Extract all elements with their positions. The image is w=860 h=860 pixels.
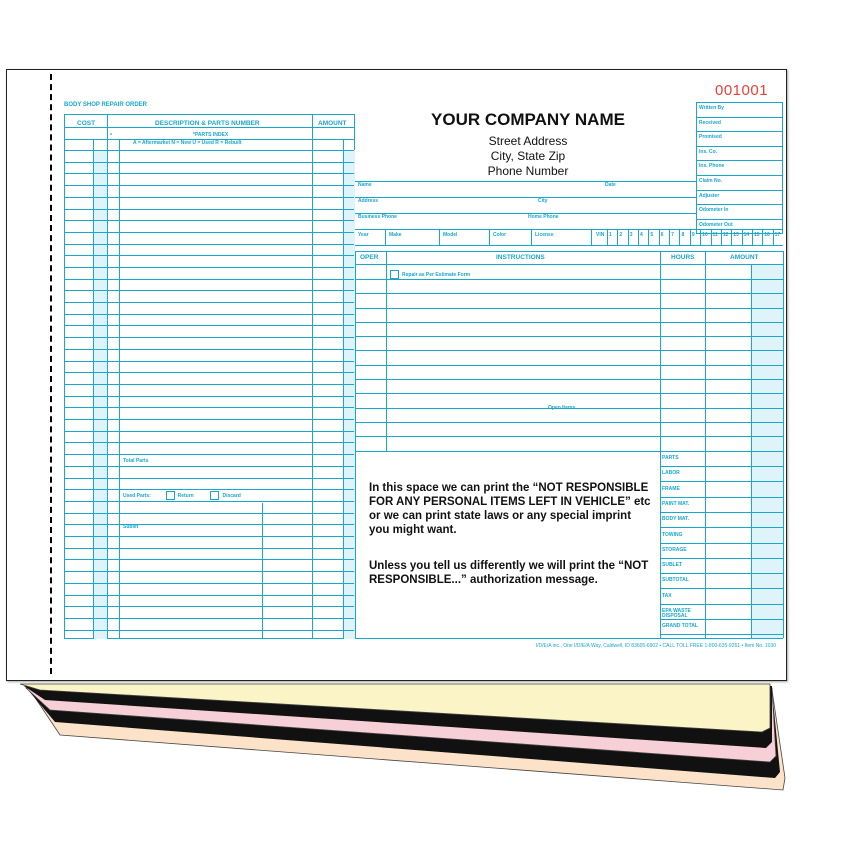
info-row[interactable] <box>697 132 782 147</box>
parts-row-line <box>65 220 354 221</box>
total-label: SUBTOTAL <box>662 577 689 584</box>
parts-row-line <box>65 314 354 315</box>
totals-row-line <box>660 573 783 574</box>
vin-digit-box[interactable]: 5 <box>648 229 658 245</box>
name-label: Name <box>358 182 372 188</box>
info-row-label: Received <box>699 119 721 126</box>
work-row-line <box>356 436 783 437</box>
work-row-line <box>356 422 783 423</box>
used-parts-text: Used Parts: <box>123 492 151 499</box>
parts-row-line <box>65 606 354 607</box>
parts-row-line <box>65 361 354 362</box>
vin-digit-box[interactable]: 6 <box>659 229 669 245</box>
vin-digit-box[interactable]: 3 <box>628 229 638 245</box>
vin-label: VIN <box>596 232 605 238</box>
info-row-label: Written By <box>699 105 724 111</box>
repair-estimate-option <box>390 270 470 279</box>
parts-row-line <box>65 454 354 455</box>
color-label: Color <box>493 232 507 238</box>
vin-digit-box[interactable]: 8 <box>679 229 689 245</box>
info-row-label: Ins. Phone <box>699 163 725 170</box>
parts-index-legend: A = Aftermarket N = New U = Used R = Rebuilt <box>133 140 242 146</box>
totals-row-line <box>660 588 783 589</box>
totals-row-line <box>660 558 783 559</box>
vin-digit-box[interactable]: 7 <box>669 229 679 245</box>
totals-row-line <box>660 634 783 635</box>
info-row[interactable] <box>697 161 782 176</box>
year-label: Year <box>358 232 369 238</box>
parts-row-line <box>65 559 354 560</box>
amount-shade-col <box>343 150 355 639</box>
parts-row-line <box>65 524 354 525</box>
vin-boxes <box>607 229 783 245</box>
work-row-line <box>356 379 783 380</box>
total-label: PAINT MAT. <box>662 500 690 507</box>
work-row-line <box>356 365 783 366</box>
col-hours: HOURS <box>671 254 695 261</box>
totals-row-line <box>660 497 783 498</box>
vin-digit-box[interactable]: 9 <box>690 229 700 245</box>
license-label: License <box>535 232 554 238</box>
info-row-label: Ins. Co. <box>699 148 718 155</box>
parts-row-line <box>65 431 354 432</box>
total-label: EPA WASTE DISPOSAL <box>662 608 691 619</box>
company-street: Street Address <box>488 134 568 148</box>
parts-row-line <box>65 548 354 549</box>
total-label: TAX <box>662 592 672 599</box>
totals-row-line <box>660 466 783 467</box>
parts-row-line <box>65 536 354 537</box>
totals-row-line <box>660 619 783 620</box>
footer-imprint: I/D/E/A inc., One I/D/E/A Way, Caldwell, ID 83605-6902 • CALL TOLL FREE 1-800-635-9261 • Item No. 1030 <box>535 643 776 649</box>
parts-row-line <box>65 384 354 385</box>
parts-row-line <box>65 162 354 163</box>
return-checkbox[interactable] <box>166 491 175 500</box>
sublet-label: Sublet <box>123 524 139 530</box>
parts-row-line <box>65 419 354 420</box>
company-phone: Phone Number <box>487 164 569 178</box>
company-name: YOUR COMPANY NAME <box>431 110 625 129</box>
work-row-line <box>356 451 783 452</box>
work-row-line <box>356 336 783 337</box>
star-marker: * <box>110 133 112 139</box>
work-row-line <box>356 308 783 309</box>
info-row[interactable] <box>697 103 782 118</box>
address-label: Address <box>358 198 379 204</box>
customer-block <box>355 178 783 251</box>
used-parts-label <box>123 491 241 500</box>
home-phone-label: Home Phone <box>528 214 559 220</box>
work-row-line <box>356 393 783 394</box>
info-row[interactable] <box>697 147 782 162</box>
parts-table <box>64 114 355 639</box>
parts-row-line <box>65 255 354 256</box>
totals-row-line <box>660 543 783 544</box>
parts-row-line <box>65 173 354 174</box>
parts-row-line <box>65 185 354 186</box>
total-label: TOWING <box>662 531 683 538</box>
return-label: Return <box>177 492 194 499</box>
totals-row-line <box>660 481 783 482</box>
parts-row-line <box>65 150 354 151</box>
parts-row-line <box>65 466 354 467</box>
col-oper: OPER <box>360 254 379 261</box>
parts-row-line <box>65 232 354 233</box>
model-label: Model <box>443 232 458 238</box>
date-label: Date <box>605 182 616 188</box>
parts-row-line <box>65 618 354 619</box>
perforation-line <box>50 74 52 674</box>
parts-row-line <box>65 349 354 350</box>
total-label: FRAME <box>662 485 680 492</box>
parts-row-line <box>65 290 354 291</box>
vin-digit-box[interactable]: 16 <box>762 229 772 245</box>
open-items-label: Open Items <box>548 405 576 411</box>
vin-digit-box[interactable]: 12 <box>721 229 731 245</box>
parts-row-line <box>65 571 354 572</box>
work-row-line <box>356 279 783 280</box>
parts-row-line <box>65 442 354 443</box>
parts-row-line <box>65 337 354 338</box>
parts-row-line <box>65 209 354 210</box>
parts-row-line <box>65 501 354 502</box>
parts-row-line <box>65 478 354 479</box>
totals-row-line <box>660 512 783 513</box>
parts-row-line <box>65 396 354 397</box>
col-work-amount: AMOUNT <box>730 254 759 261</box>
work-row-line <box>356 350 783 351</box>
company-city: City, State Zip <box>490 149 566 163</box>
parts-row-line <box>65 513 354 514</box>
business-phone-label: Business Phone <box>358 214 397 220</box>
serial-number: 001001 <box>715 82 769 99</box>
col-amount: AMOUNT <box>318 120 347 127</box>
vin-digit-box[interactable]: 11 <box>711 229 721 245</box>
parts-row-line <box>65 325 354 326</box>
info-row-label: Promised <box>699 134 722 141</box>
repair-estimate-checkbox[interactable] <box>390 270 399 279</box>
total-label: LABOR <box>662 470 680 477</box>
parts-row-line <box>65 407 354 408</box>
info-row-label: Odometer In <box>699 207 729 214</box>
repair-estimate-label: Repair as Per Estimate Form <box>402 271 471 278</box>
notice-paragraph-2: Unless you tell us differently we will print the “NOT RESPONSIBLE...” authorization message. <box>369 560 649 586</box>
form-title: BODY SHOP REPAIR ORDER <box>64 102 148 108</box>
info-row-label: Claim No. <box>699 178 723 184</box>
parts-row-line <box>65 244 354 245</box>
info-row[interactable] <box>697 118 782 133</box>
work-row-line <box>356 293 783 294</box>
col-instructions: INSTRUCTIONS <box>496 254 545 261</box>
info-row-label: Odometer Out <box>699 221 733 228</box>
totals-row-line <box>660 604 783 605</box>
total-label: GRAND TOTAL <box>662 623 698 630</box>
vin-digit-box[interactable]: 2 <box>617 229 627 245</box>
repair-order-form <box>6 69 787 681</box>
notice-paragraph-1: In this space we can print the “NOT RESPONSIBLE FOR ANY PERSONAL ITEMS LEFT IN VEHICLE” etc or we can print state laws or any special imprint you might want. <box>369 482 651 536</box>
total-label: PARTS <box>662 455 679 461</box>
work-row-line <box>356 322 783 323</box>
vin-digit-box[interactable]: 13 <box>731 229 741 245</box>
vin-digit-box[interactable]: 10 <box>700 229 710 245</box>
vin-digit-box[interactable]: 4 <box>638 229 648 245</box>
discard-label: Discard <box>222 492 241 499</box>
parts-row-line <box>65 279 354 280</box>
parts-row-line <box>65 489 354 490</box>
parts-row-line <box>65 583 354 584</box>
total-label: STORAGE <box>662 546 687 553</box>
total-parts-label: Total Parts <box>123 458 149 464</box>
parts-row-line <box>65 630 354 631</box>
parts-shade-col <box>93 150 107 639</box>
make-label: Make <box>389 232 402 238</box>
vin-digit-box[interactable]: 1 <box>607 229 617 245</box>
vin-digit-box[interactable]: 15 <box>752 229 762 245</box>
city-label: City <box>538 198 548 204</box>
parts-row-line <box>65 197 354 198</box>
discard-checkbox[interactable] <box>210 491 219 500</box>
parts-row-line <box>65 302 354 303</box>
col-cost: COST <box>77 120 96 127</box>
info-row-label: Adjuster <box>699 192 720 199</box>
vin-digit-box[interactable]: 17 <box>773 229 783 245</box>
parts-index-label: *PARTS INDEX <box>193 132 229 138</box>
total-label: SUBLET <box>662 562 682 569</box>
vin-digit-box[interactable]: 14 <box>742 229 752 245</box>
parts-row-line <box>65 372 354 373</box>
parts-row-line <box>65 595 354 596</box>
parts-row-line <box>65 267 354 268</box>
totals-row-line <box>660 527 783 528</box>
col-description: DESCRIPTION & PARTS NUMBER <box>155 120 260 127</box>
total-label: BODY MAT. <box>662 516 690 523</box>
